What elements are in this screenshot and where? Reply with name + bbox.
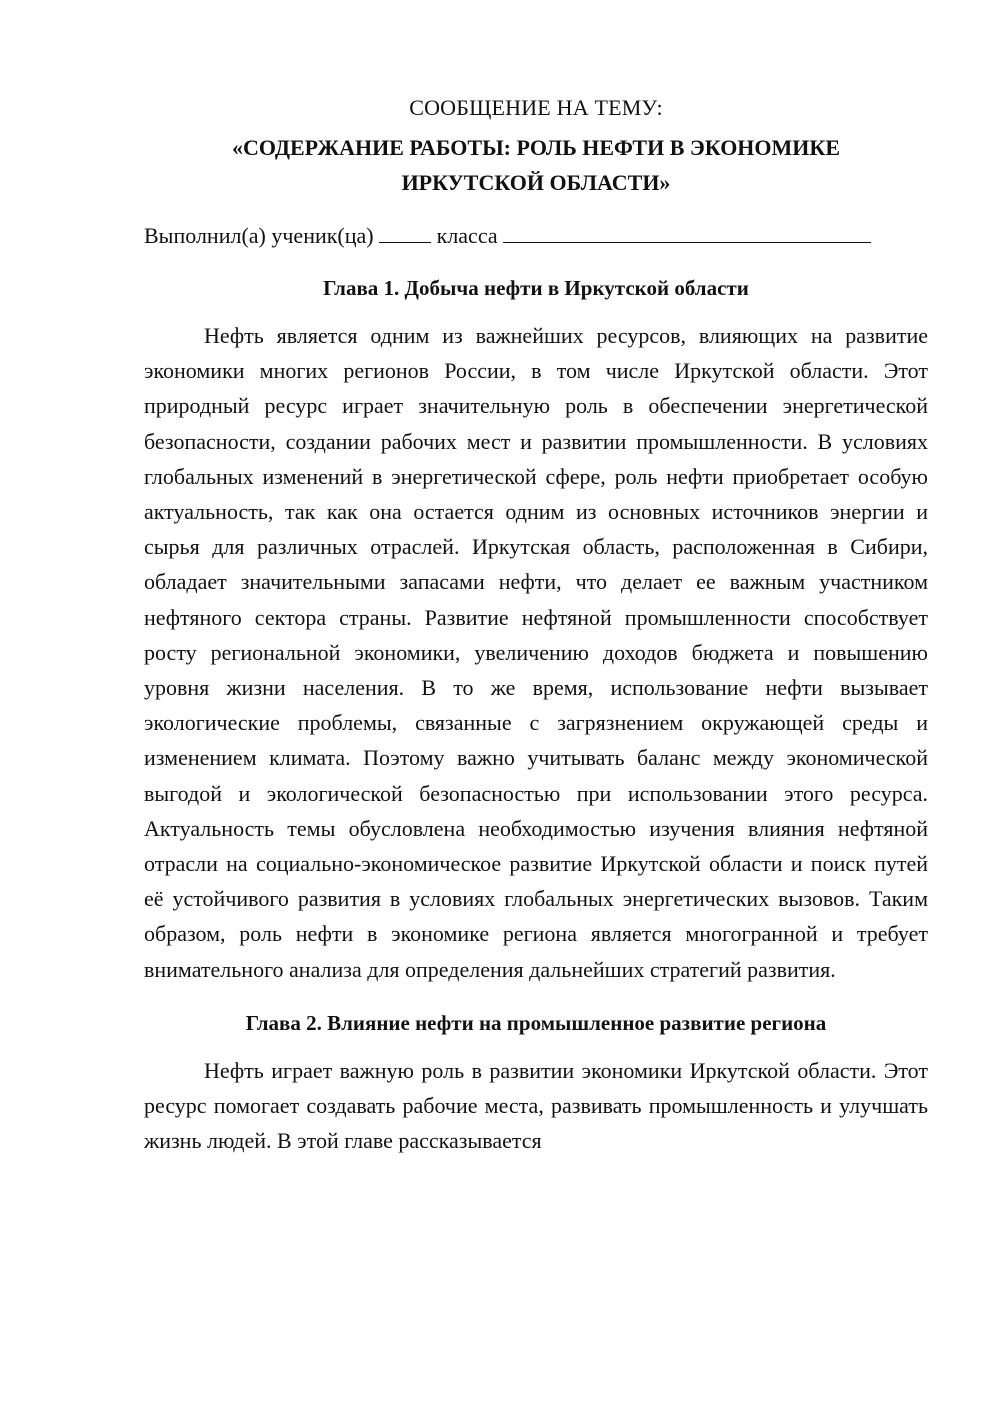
signature-class-label: класса <box>436 223 498 248</box>
document-title-line1: «СОДЕРЖАНИЕ РАБОТЫ: РОЛЬ НЕФТИ В ЭКОНОМИКЕ <box>231 135 841 160</box>
class-number-blank <box>379 224 431 243</box>
document-title-line2: ИРКУТСКОЙ ОБЛАСТИ» <box>401 170 671 195</box>
signature-line <box>144 220 928 252</box>
chapter-1-paragraph: Нефть является одним из важнейших ресурсов, влияющих на развитие экономики многих регионов России, в том числе Иркутской области. Этот природный ресурс играет значительную роль в обеспечении энергетической безопасности, создании рабочих мест и развитии промышленности. В условиях глобальных изменений в энергетической сфере, роль нефти приобретает особую актуальность, так как она остается одним из основных источников энергии и сырья для различных отраслей. Иркутская область, расположенная в Сибири, обладает значительными запасами нефти, что делает ее важным участником нефтяного сектора страны. Развитие нефтяной промышленности способствует росту региональной экономики, увеличению доходов бюджета и повышению уровня жизни населения. В то же время, использование нефти вызывает экологические проблемы, связанные с загрязнением окружающей среды и изменением климата. Поэтому важно учитывать баланс между экономической выгодой и экологической безопасностью при использовании этого ресурса. Актуальность темы обусловлена необходимостью изучения влияния нефтяной отрасли на социально-экономическое развитие Иркутской области и поиск путей её устойчивого развития в условиях глобальных энергетических вызовов. Таким образом, роль нефти в экономике региона является многогранной и требует внимательного анализа для определения дальнейших стратегий развития. <box>144 323 928 982</box>
document-page <box>144 92 928 1158</box>
signature-prefix: Выполнил(а) ученик(ца) <box>144 223 374 248</box>
chapter-2-heading: Глава 2. Влияние нефти на промышленное развитие региона <box>245 1010 827 1035</box>
document-kicker: СООБЩЕНИЕ НА ТЕМУ: <box>409 95 663 120</box>
chapter-2-paragraph: Нефть играет важную роль в развитии экономики Иркутской области. Этот ресурс помогает создавать рабочие места, развивать промышленность и улучшать жизнь людей. В этой главе рассказывается <box>144 1057 928 1154</box>
student-name-blank <box>503 224 871 243</box>
document-title <box>144 130 928 200</box>
chapter-1-heading: Глава 1. Добыча нефти в Иркутской области <box>323 276 749 300</box>
